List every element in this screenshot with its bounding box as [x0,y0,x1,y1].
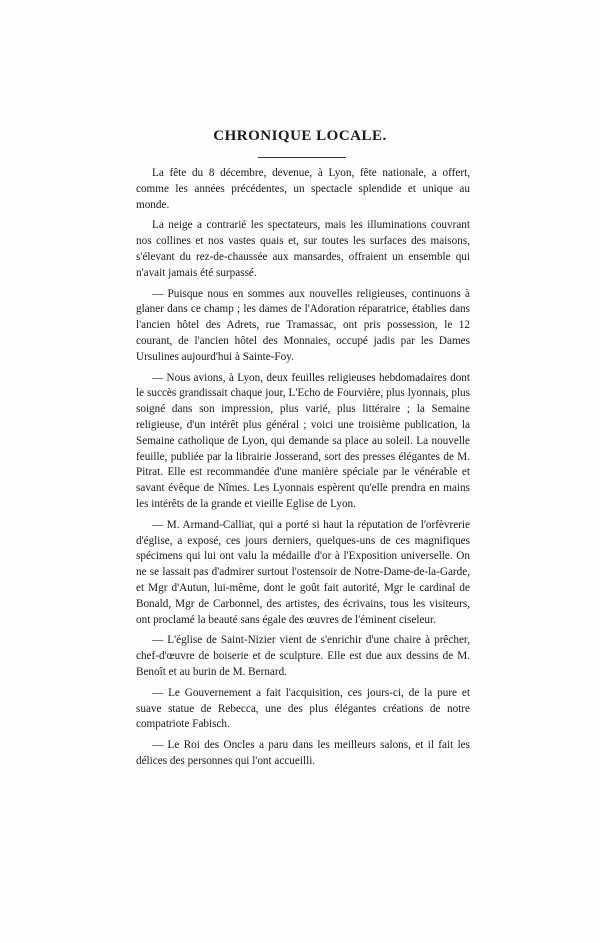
paragraph-rebecca: — Le Gouvernement a fait l'acquisition, ces jours-ci, de la pure et suave statue de Rebecca, une des plus élégantes créations de notre compatriote Fabisch. [136,686,470,731]
paragraph-neige: La neige a contrarié les spectateurs, mais les illuminations couvrant nos collines et nos vastes quais et, sur toutes les surfaces des maisons, s'élevant du rez-de-chaussée aux mansardes, offraient un ensemble qui n'avait jamais été surpassé. [136,219,470,279]
paragraph-roi-des-oncles: — Le Roi des Oncles a paru dans les meilleurs salons, et il fait les délices des personnes qui l'ont accueilli. [136,739,470,767]
page-title: CHRONIQUE LOCALE. [213,128,387,144]
paragraph-feuilles: — Nous avions, à Lyon, deux feuilles religieuses hebdomadaires dont le succès grandissait chaque jour, L'Echo de Fourvière, plus lyonnais, plus soigné dans son impression, plus varié, plus littéraire ; la Semaine religieuse, d'un intérêt plus général ; voici une troisième publication, la Semaine catholique de Lyon, qui demande sa place au soleil. La nouvelle feuille, publiée par la librairie Josserand, sort des presses élégantes de M. Pitrat. Elle est recommandée d'une manière spéciale par le vénérable et savant évêque de Nîmes. Les Lyonnais espèrent qu'elle prendra en mains les intérêts de la grande et vieille Eglise de Lyon. [136,371,470,510]
title-rule [258,157,346,158]
paragraph-fete: La fête du 8 décembre, devenue, à Lyon, fête nationale, a offert, comme les années précédentes, un spectacle splendide et unique au monde. [136,167,470,211]
paragraph-adoration: — Puisque nous en sommes aux nouvelles religieuses, continuons à glaner dans ce champ ; les dames de l'Adoration réparatrice, établies dans l'ancien hôtel des Adrets, rue Tramassac, ont pris possession, le 12 courant, de l'ancien hôtel des Monnaies, occupé jadis par les Dames Ursulines aujourd'hui à Sainte-Foy. [136,287,470,363]
article-body [136,166,470,775]
paragraph-saint-nizier: — L'église de Saint-Nizier vient de s'enrichir d'une chaire à prêcher, chef-d'œuvre de boiserie et de sculpture. Elle est due aux dessins de M. Benoît et au burin de M. Bernard. [136,634,470,678]
paragraph-calliat: — M. Armand-Calliat, qui a porté si haut la réputation de l'orfèvrerie d'église, a exposé, ces jours derniers, quelques-uns de ces magnifiques spécimens qui lui ont valu la médaille d'or à l'Exposition universelle. On ne se lassait pas d'admirer surtout l'ostensoir de Notre-Dame-de-la-Garde, et Mgr d'Autun, lui-même, dont le goût fait autorité, Mgr le cardinal de Bonald, Mgr de Carbonnel, des artistes, des écrivains, tous les visiteurs, ont proclamé la beauté sans égale des œuvres de l'éminent ciseleur. [136,518,470,626]
